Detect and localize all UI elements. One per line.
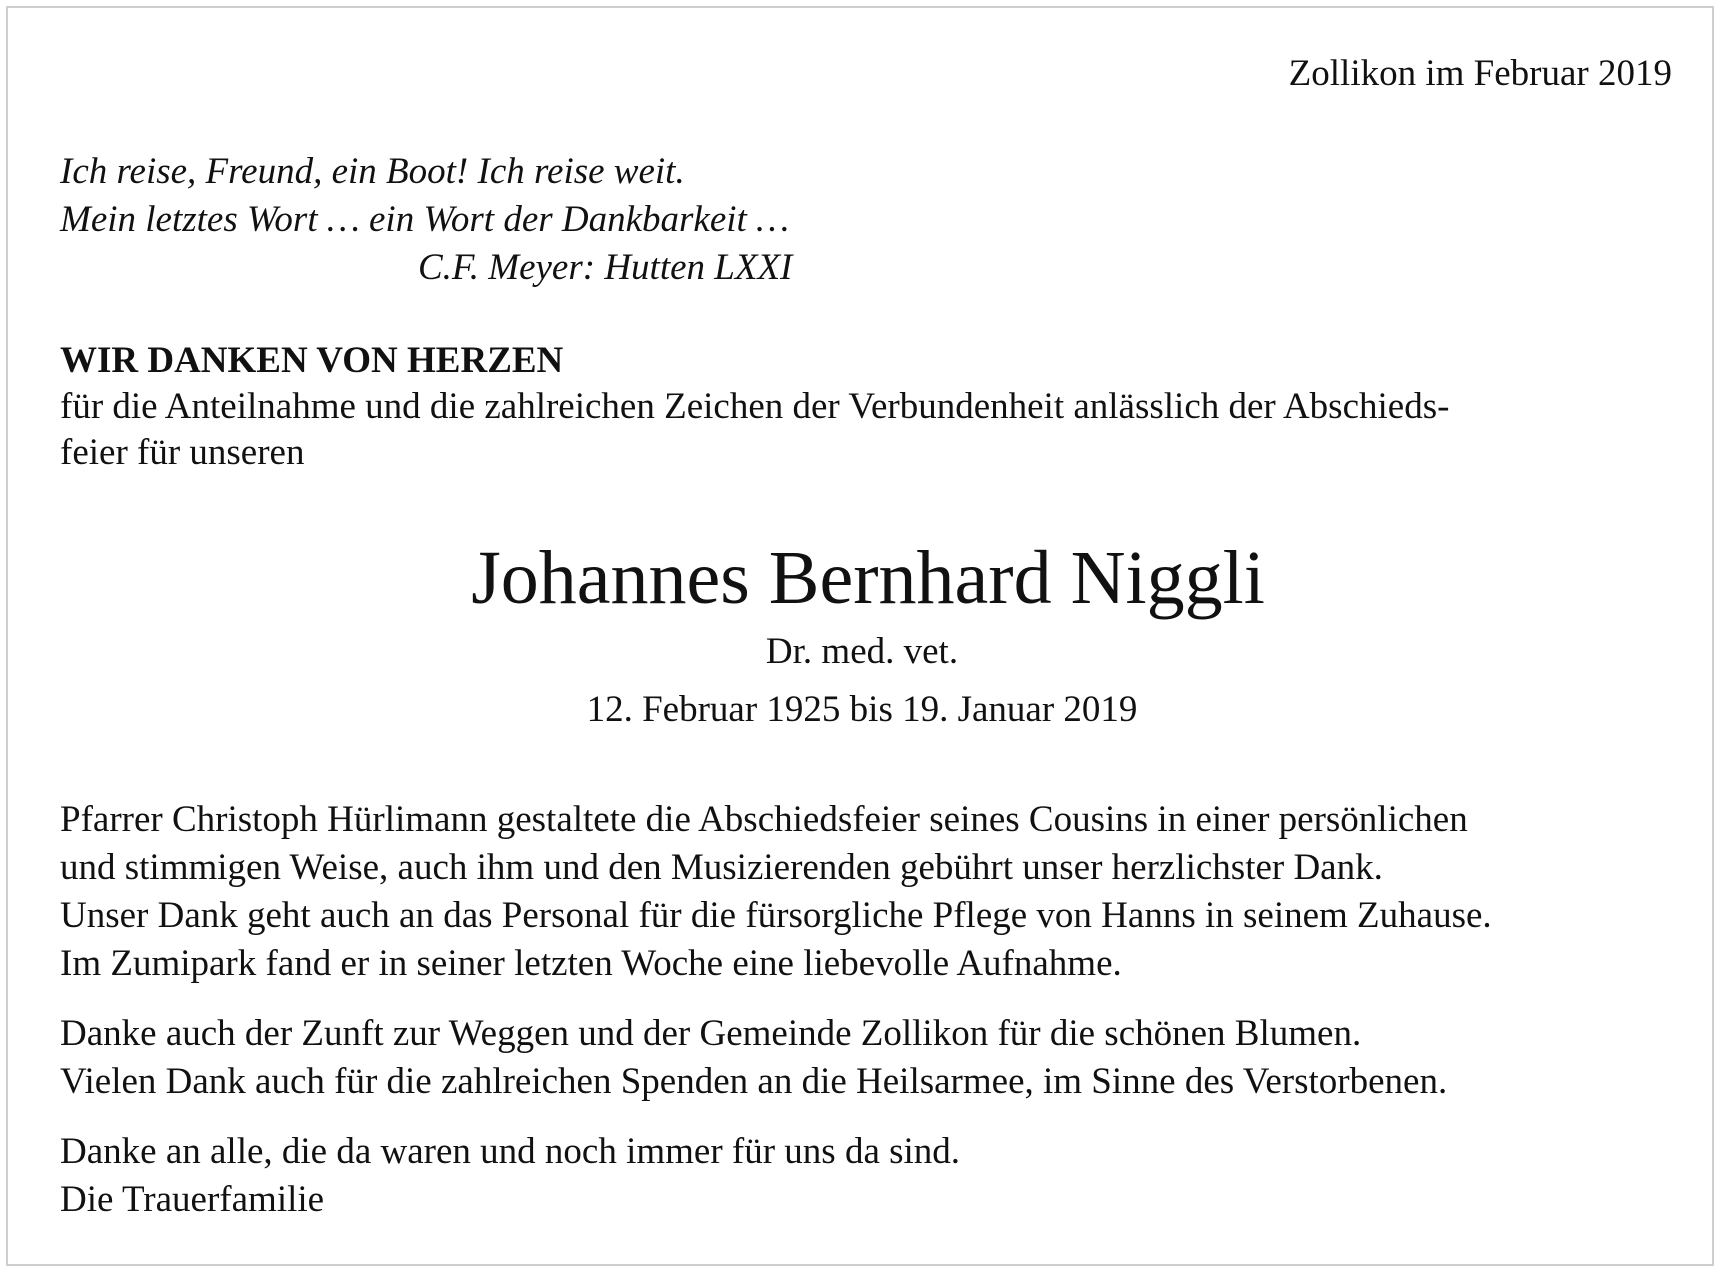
thanks-heading: WIR DANKEN VON HERZEN xyxy=(60,340,564,381)
paragraph-line: Im Zumipark fand er in seiner letzten Woche eine liebevolle Aufnahme. xyxy=(60,943,1122,984)
life-dates: 12. Februar 1925 bis 19. Januar 2019 xyxy=(586,689,1138,730)
paragraph-line: Vielen Dank auch für die zahlreichen Spenden an die Heilsarmee, im Sinne des Verstorbenen. xyxy=(60,1061,1448,1102)
quote-line-1: Ich reise, Freund, ein Boot! Ich reise weit. xyxy=(60,151,685,192)
thanks-line-1: für die Anteilnahme und die zahlreichen Zeichen der Verbundenheit anlässlich der Abschieds- xyxy=(60,386,1450,427)
thanks-section xyxy=(60,338,1660,476)
poem-quote xyxy=(60,148,792,292)
paragraph-line: Danke an alle, die da waren und noch immer für uns da sind. xyxy=(60,1131,961,1172)
paragraph-line: Unser Dank geht auch an das Personal für die fürsorgliche Pflege von Hanns in seinem Zuhause. xyxy=(60,895,1492,936)
deceased-block xyxy=(0,532,1724,734)
paragraph-line: Danke auch der Zunft zur Weggen und der Gemeinde Zollikon für die schönen Blumen. xyxy=(60,1013,1362,1054)
paragraph-line: und stimmigen Weise, auch ihm und den Musizierenden gebührt unser herzlichster Dank. xyxy=(60,847,1383,888)
quote-attribution: C.F. Meyer: Hutten LXXI xyxy=(418,247,793,288)
signature-line: Die Trauerfamilie xyxy=(60,1179,325,1220)
body-text xyxy=(60,796,1680,1246)
place-date: Zollikon im Februar 2019 xyxy=(1288,53,1672,94)
paragraph-line: Pfarrer Christoph Hürlimann gestaltete die Abschiedsfeier seines Cousins in einer persönlichen xyxy=(60,799,1468,840)
paragraph-3 xyxy=(60,1128,1680,1224)
deceased-name: Johannes Bernhard Niggli xyxy=(471,536,1265,620)
paragraph-1 xyxy=(60,796,1680,988)
deceased-title: Dr. med. vet. xyxy=(765,631,959,672)
paragraph-2 xyxy=(60,1010,1680,1106)
quote-line-2: Mein letztes Wort … ein Wort der Dankbarkeit … xyxy=(60,199,789,240)
thanks-line-2: feier für unseren xyxy=(60,432,305,473)
